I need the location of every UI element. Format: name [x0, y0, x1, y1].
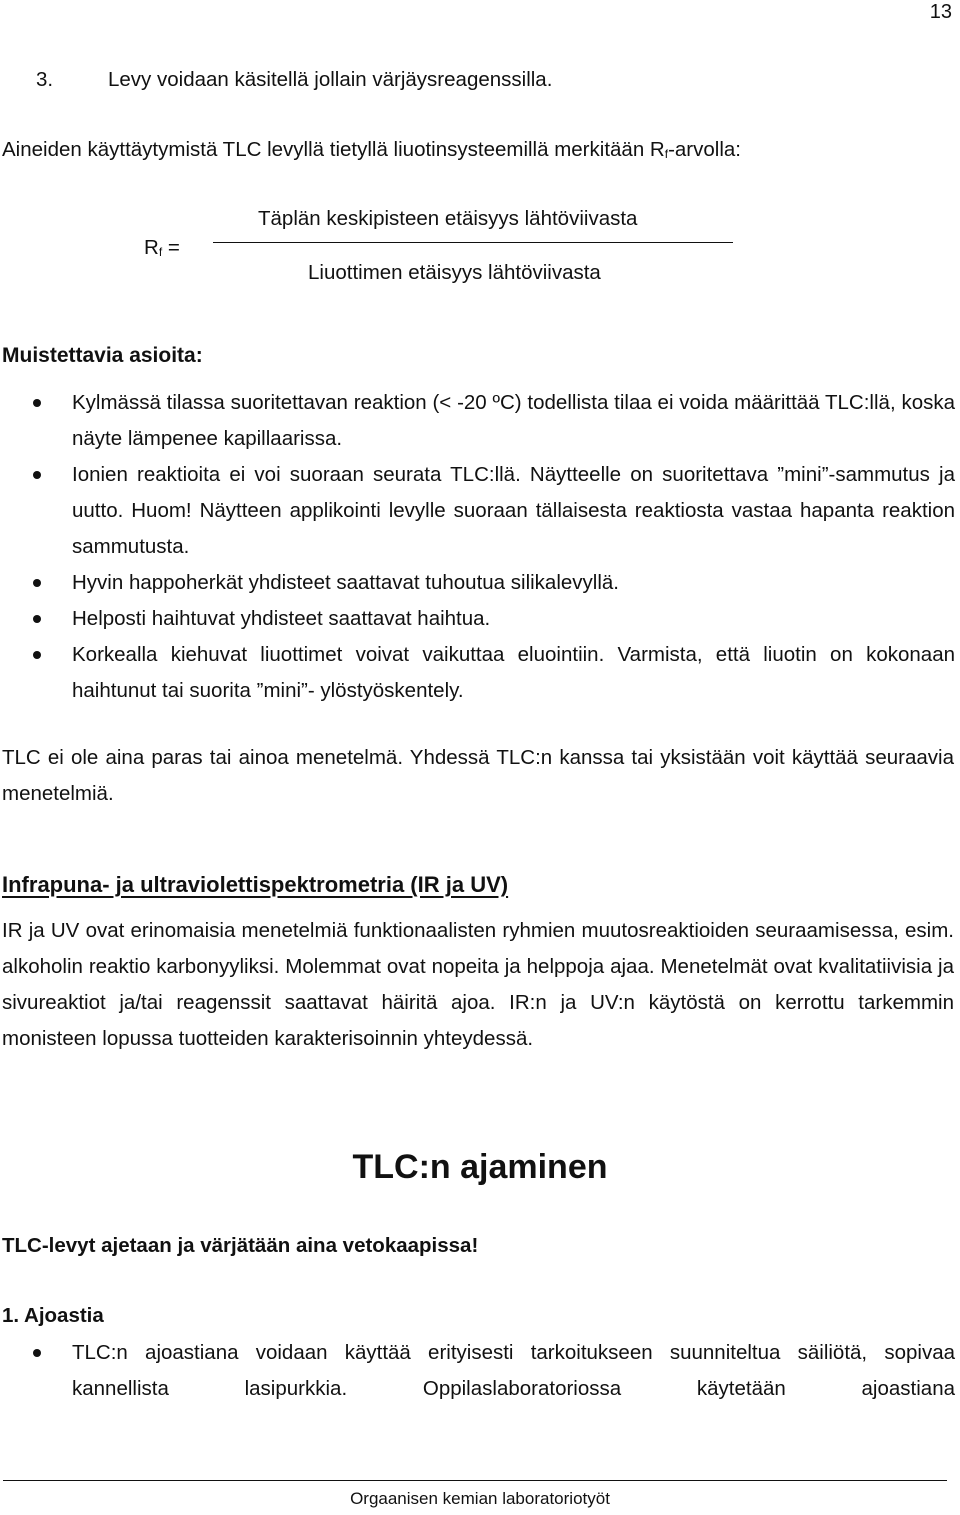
- fraction-bar: [213, 242, 733, 243]
- list-number: 3.: [36, 68, 54, 91]
- intro-text: Aineiden käyttäytymistä TLC levyllä tietyllä liuotinsysteemillä merkitään R: [2, 138, 665, 161]
- footer-divider: [3, 1480, 947, 1481]
- list-item: [0, 601, 960, 637]
- formula-r: R: [144, 236, 159, 259]
- bullet-icon: [33, 1349, 41, 1357]
- ir-uv-heading: Infrapuna- ja ultraviolettispektrometria (IR ja UV): [2, 872, 509, 897]
- section-title: TLC:n ajaminen: [352, 1148, 608, 1186]
- bullet-icon: [33, 615, 41, 623]
- intro-subscript: f: [664, 147, 669, 161]
- list-item-text: Helposti haihtuvat yhdisteet saattavat haihtua.: [72, 607, 491, 630]
- formula-lhs: [144, 230, 180, 266]
- subsection-heading: 1. Ajoastia: [2, 1304, 104, 1327]
- bullet-icon: [33, 651, 41, 659]
- intro-text-end: -arvolla:: [668, 138, 741, 161]
- fume-hood-note: TLC-levyt ajetaan ja värjätään aina vetokaapissa!: [2, 1234, 479, 1257]
- list-item: [0, 637, 960, 709]
- notes-list: [0, 385, 960, 709]
- list-item-text: Kylmässä tilassa suoritettavan reaktion (< -20 ºC) todellista tilaa ei voida määrittää TLC:llä, koska näyte lämpenee kapillaarissa.: [72, 391, 955, 450]
- list-item-text: Hyvin happoherkät yhdisteet saattavat tuhoutua silikalevyllä.: [72, 571, 619, 594]
- list-item: [0, 565, 960, 601]
- list-item-text: TLC:n ajoastiana voidaan käyttää erityisesti tarkoitukseen suunniteltua säiliötä, sopivaa kannellista lasipurkkia. Oppilaslaboratoriossa käytetään ajoastiana: [72, 1341, 955, 1400]
- ir-uv-paragraph: IR ja UV ovat erinomaisia menetelmiä funktionaalisten ryhmien muutosreaktioiden seuraamisessa, esim. alkoholin reaktio karbonyyliksi. Molemmat ovat nopeita ja helppoja ajaa. Menetelmät ovat kvalitatiivisia ja sivureaktiot ja/tai reagenssit saattavat häiritä ajoa. IR:n ja UV:n käytöstä on kerrottu tarkemmin monisteen lopussa tuotteiden karakterisoinnin yhteydessä.: [2, 919, 954, 1050]
- rf-intro: [2, 132, 741, 168]
- formula-equals: =: [162, 236, 180, 259]
- list-item-text: Levy voidaan käsitellä jollain värjäysreagenssilla.: [108, 68, 553, 91]
- bullet-icon: [33, 471, 41, 479]
- page-number: 13: [929, 1, 952, 23]
- page-footer: Orgaanisen kemian laboratoriotyöt: [350, 1489, 610, 1508]
- ajoastia-list: [0, 1335, 960, 1407]
- list-item: [0, 457, 960, 565]
- notes-heading: Muistettavia asioita:: [2, 344, 203, 367]
- list-item: [0, 1335, 960, 1407]
- formula-subscript: f: [158, 245, 163, 259]
- list-item-3: [36, 62, 552, 98]
- tlc-paragraph: TLC ei ole aina paras tai ainoa menetelmä. Yhdessä TLC:n kanssa tai yksistään voit käyttää seuraavia menetelmiä.: [2, 746, 954, 805]
- formula-numerator: Täplän keskipisteen etäisyys lähtöviivasta: [258, 207, 638, 230]
- bullet-icon: [33, 399, 41, 407]
- list-item: [0, 385, 960, 457]
- list-item-text: Ionien reaktioita ei voi suoraan seurata TLC:llä. Näytteelle on suoritettava ”mini”-sammutus ja uutto. Huom! Näytteen applikointi levylle suoraan tällaisesta reaktiosta vastaa hapanta reaktion sammutusta.: [72, 463, 955, 558]
- formula-denominator: Liuottimen etäisyys lähtöviivasta: [308, 261, 601, 284]
- bullet-icon: [33, 579, 41, 587]
- list-item-text: Korkealla kiehuvat liuottimet voivat vaikuttaa eluointiin. Varmista, että liuotin on kokonaan haihtunut tai suorita ”mini”- ylöstyöskentely.: [72, 643, 955, 702]
